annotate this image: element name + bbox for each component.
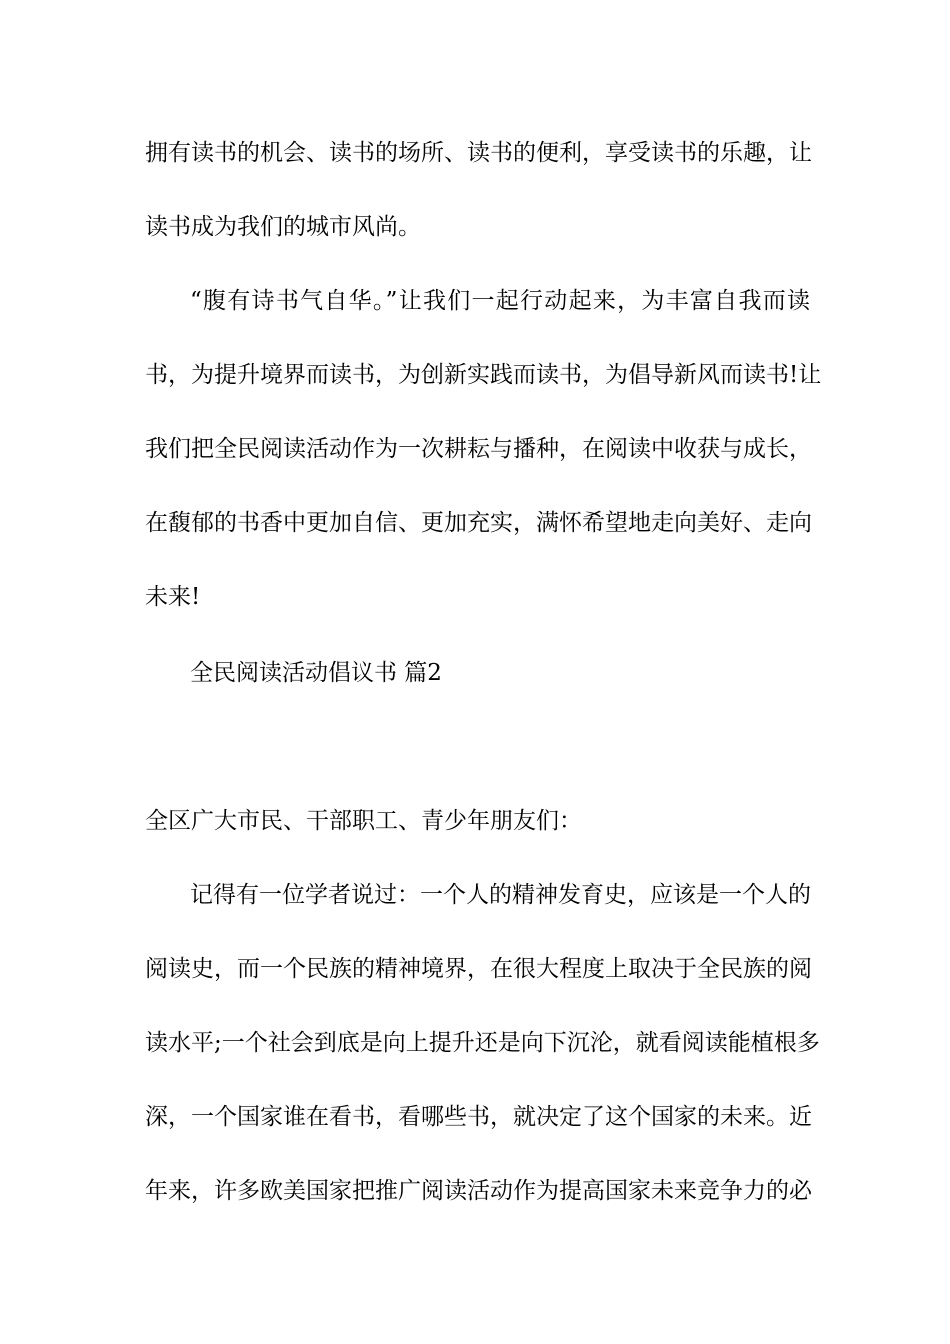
text-line-5: 我们把全民阅读活动作为一次耕耘与播种，在阅读中收获与成长， xyxy=(145,436,812,462)
text-line-1: 拥有读书的机会、读书的场所、读书的便利，享受读书的乐趣，让 xyxy=(145,140,812,166)
text-line-13: 深，一个国家谁在看书，看哪些书，就决定了这个国家的未来。近 xyxy=(145,1104,812,1130)
text-line-12: 读水平;一个社会到底是向上提升还是向下沉沦，就看阅读能植根多 xyxy=(145,1030,820,1056)
text-line-7: 未来! xyxy=(145,584,201,610)
text-line-6: 在馥郁的书香中更加自信、更加充实，满怀希望地走向美好、走向 xyxy=(145,510,812,536)
text-line-14: 年来，许多欧美国家把推广阅读活动作为提高国家未来竞争力的必 xyxy=(145,1178,812,1204)
section-heading: 全民阅读活动倡议书 篇2 xyxy=(190,660,442,686)
text-line-10: 记得有一位学者说过：一个人的精神发育史，应该是一个人的 xyxy=(190,882,811,908)
text-line-4: 书，为提升境界而读书，为创新实践而读书，为倡导新风而读书!让 xyxy=(145,362,822,388)
text-line-11: 阅读史，而一个民族的精神境界，在很大程度上取决于全民族的阅 xyxy=(145,956,812,982)
text-line-2: 读书成为我们的城市风尚。 xyxy=(145,214,421,240)
text-line-3: “腹有诗书气自华。”让我们一起行动起来，为丰富自我而读 xyxy=(190,288,810,314)
salutation-line: 全区广大市民、干部职工、青少年朋友们： xyxy=(145,808,582,834)
